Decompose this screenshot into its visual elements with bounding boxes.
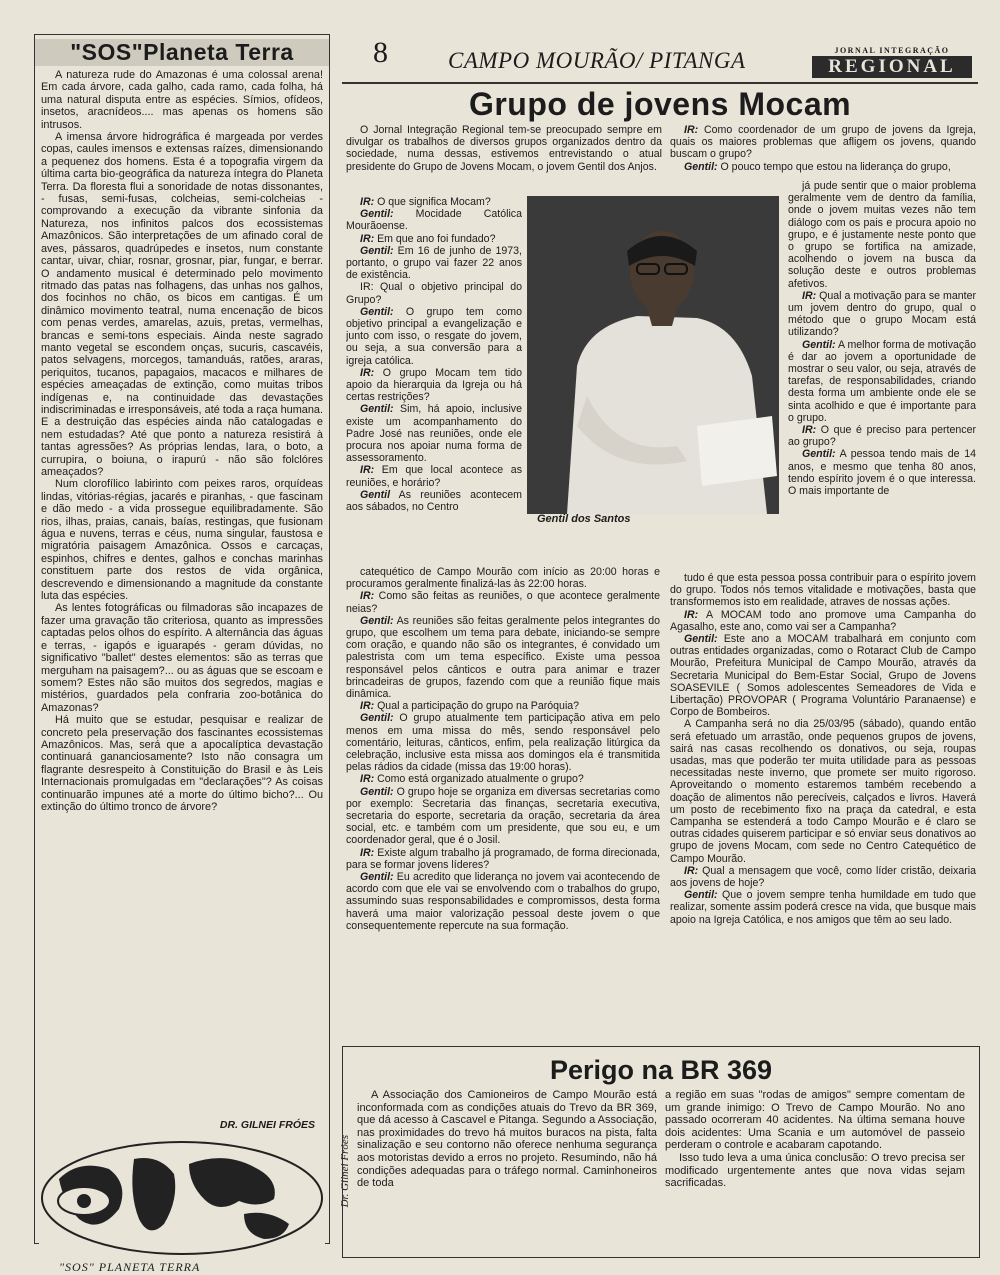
speaker-label: Gentil: xyxy=(360,871,394,884)
speaker-label: Gentil: xyxy=(360,244,394,257)
speaker-text: Como coordenador de um grupo de jovens da Igreja, quais os maiores problemas que afligem os jovens, quando buscam o grupo? xyxy=(670,124,976,161)
speaker-label: Gentil: xyxy=(802,448,836,461)
interview-paragraph xyxy=(788,448,976,497)
sos-paragraph: Num clorofílico labirinto com peixes raros, orquídeas lindas, vitórias-régias, jacarés e piranhas, - que fascinam e dão medo - a vida prossegue equilibradamente. São rios, ilhas, praias, canais, baías, restingas, que fusionam água e nuvens, terras e céus, numa singular, faustosa e migratória paisagem Amazônica. Ossos e carcaças, espinhos, chifres e dentes, galhos e conchas marinhas constituem parte dos restos de vida orgânica, descrevendo e dimensionando a magnitude da constante luta das espécies. xyxy=(41,478,323,603)
interview-paragraph xyxy=(670,718,976,864)
speaker-label: IR: xyxy=(360,196,375,208)
masthead-small: JORNAL INTEGRAÇÃO xyxy=(834,46,950,55)
speaker-label: IR: xyxy=(360,232,375,245)
speaker-text: Sim, há apoio, inclusive existe um acompanhamento do Padre José nas reuniões, onde ele procura nos apoiar numa forma de assessoramento. xyxy=(346,403,522,465)
speaker-text: As reuniões são feitas geralmente pelos integrantes do grupo, que escolhem um tema para debate, iniciando-se sempre com oração, e quando não são os integrantes, é convidado um palestrista com um tema específico. Existe uma pessoa responsável pelos cânticos e outra para animar e trazer brincadeiras de grupos, fazendo com que a reunião fique mais dinâmica. xyxy=(346,614,660,701)
speaker-text: tudo é que esta pessoa possa contribuir para o espírito jovem do grupo. Todos nós temos vitalidade e motivações, basta que transformemos isto em realidade, atraves de nossas ações. xyxy=(670,572,976,609)
sos-paragraph: As lentes fotográficas ou filmadoras são incapazes de fazer uma gravação tão criteriosa, quanto as impressões captadas pelos olhos do espírito. A alternância das águas e terras, - igapós e iguarapés - geram dúvidas, no significativo "ballet" destes elementos: são as terras que merguham na paisagem?... ou as águas que se escoam e somem? Estes não são muitos dos segredos, magias e mistérios, guardados pela confraria zoo-botânica do Amazonas? xyxy=(41,602,323,714)
speaker-label: IR: xyxy=(684,124,699,136)
peril-paragraph: A Associação dos Camioneiros de Campo Mourão está inconformada com as condições atuais do Trevo da BR 369, que dá acesso à Cascavel e Pitanga. Segundo a Associação, nas proximidades do trevo há muitos buracos na pista, falta sinalização e seu contorno não oferece nenhuma segurança aos motoristas devido a erros no projeto. Resumindo, não há condições adequadas para o tráfego normal. Caminhoneiros de toda xyxy=(357,1089,657,1190)
interview-paragraph xyxy=(346,306,522,367)
speaker-label: IR: xyxy=(802,289,817,302)
peril-col1 xyxy=(357,1089,657,1249)
page-number: 8 xyxy=(373,36,388,69)
speaker-text: O pouco tempo que estou na liderança do grupo, xyxy=(717,160,951,173)
speaker-text: O que é preciso para pertencer ao grupo? xyxy=(788,424,976,449)
speaker-label: Gentil: xyxy=(360,712,394,725)
interview-paragraph xyxy=(346,590,660,614)
interview-paragraph xyxy=(346,403,522,464)
peril-col2 xyxy=(665,1089,965,1249)
interview-paragraph xyxy=(670,633,976,718)
speaker-label: IR: xyxy=(360,366,375,379)
speaker-label: Gentil: xyxy=(684,633,718,646)
speaker-text: Em que local acontece as reuniões, e horário? xyxy=(346,464,522,489)
article-col1-bottom xyxy=(346,566,660,1040)
interview-paragraph xyxy=(788,180,976,290)
speaker-label: IR: xyxy=(684,608,699,621)
speaker-label: Gentil: xyxy=(360,785,394,798)
masthead-logo xyxy=(812,46,972,78)
article-intro-text: O Jornal Integração Regional tem-se preocupado sempre em divulgar os trabalhos de diversos grupos organizados dentro da sociedade, numa dessas, estivemos entrevistando o atual presidente do Grupo de Jovens Mocam, o jovem Gentil dos Anjos. xyxy=(346,124,662,173)
interview-paragraph xyxy=(788,339,976,424)
speaker-text: O grupo tem como objetivo principal a evangelização e junto com isso, o resgate do jovem, ou seja, a sua conversão para a igreja católica. xyxy=(346,305,522,367)
speaker-label: Gentil: xyxy=(360,614,394,627)
masthead-big: REGIONAL xyxy=(812,56,972,78)
speaker-label: IR: xyxy=(360,700,375,713)
speaker-text: Em que ano foi fundado? xyxy=(374,232,496,245)
interview-paragraph xyxy=(346,464,522,488)
sos-paragraph: A natureza rude do Amazonas é uma colossal arena! Em cada árvore, cada galho, cada ramo, cada folha, há uma natural disputa entre as espécies. Símios, ofídeos, insetos, aracnídeos.... mas apenas os homens são intrusos. xyxy=(41,69,323,131)
peril-paragraph: a região em suas "rodas de amigos" sempre comentam de um grande inimigo: O Trevo de Campo Mourão. No ano passado ocorreram 40 acidentes. Na última semana houve dois acidentes: Uma Scania e um automóvel de passeio perderam o controle e acabaram capotando. xyxy=(665,1089,965,1152)
sos-title: "SOS"Planeta Terra xyxy=(35,39,329,66)
speaker-label: IR: xyxy=(802,424,817,437)
article-col2-bottom xyxy=(670,572,976,1042)
speaker-label: IR: xyxy=(360,773,375,786)
speaker-text: O grupo atualmente tem participação ativa em pelo menos em uma missa do mês, sendo responsável pelo comentário, leituras, cânticos, enfim, pela realização litúrgica da celebração, inclusive esta missa aos domingos ela é transmitida pelas rádios da cidade (missa das 19:00 horas). xyxy=(346,712,660,774)
interview-paragraph xyxy=(346,489,522,513)
logo-caption: "SOS" PLANETA TERRA xyxy=(59,1260,201,1274)
speaker-label: Gentil xyxy=(360,488,391,501)
speaker-text: Qual a mensagem que você, como líder cristão, deixaria aos jovens de hoje? xyxy=(670,864,976,890)
speaker-text: já pude sentir que o maior problema geralmente vem de dentro da família, onde o jovem muitas vezes não tem diálogo com os pais e procura apoio no grupo, e é justamente neste ponto que o grupo se fortifica na amizade, acolhendo o jovem na busca da solução deste e outros problemas afetivos. xyxy=(788,180,976,290)
speaker-text: A MOCAM todo ano promove uma Campanha do Agasalho, este ano, como vai ser a Campanha? xyxy=(670,608,976,633)
peril-title: Perigo na BR 369 xyxy=(549,1055,773,1085)
speaker-label: IR: xyxy=(360,590,375,603)
interview-paragraph xyxy=(346,281,522,305)
speaker-text: Em 16 de junho de 1973, portanto, o grupo vai fazer 22 anos de existência. xyxy=(346,244,522,282)
article-col2-top xyxy=(670,124,976,180)
speaker-text: O grupo hoje se organiza em diversas secretarias como por exemplo: Secretaria das finanças, secretaria executiva, secretaria do esporte, secretaria da oração, secretaria da área social, etc. e também com um presidente, que sou eu, e um coordenador geral, que é o Josil. xyxy=(346,785,660,847)
speaker-text: O grupo Mocam tem tido apoio da hierarquia da Igreja ou há certas restrições? xyxy=(346,366,522,404)
sos-paragraph: Há muito que se estudar, pesquisar e realizar de concreto pela preservação dos fascinantes ecossistemas Amazônicos. Mas, será que a apocalíptica devastação continuará gananciosamente? Isto não consagra um flagrante desrespeito à Constituição do Brasil e às Leis Internacionais promulgadas em "declarações"? As coisas continuarão impunes até a morte do último bicho?... Ou extinção do último tronco de árvore? xyxy=(41,714,323,813)
article-col1-narrow xyxy=(346,196,522,566)
speaker-text: A melhor forma de motivação é dar ao jovem a oportunidade de mostrar o seu valor, ou seja, através de tarefas, de responsabilidades, criando desta forma um ambiente onde ele se sinta acolhido e que é importante para o grupo. xyxy=(788,338,976,424)
interview-paragraph xyxy=(670,124,976,161)
speaker-label: IR: xyxy=(360,464,375,477)
interview-paragraph xyxy=(346,712,660,773)
speaker-label: IR: xyxy=(360,846,375,859)
speaker-label: IR: xyxy=(684,864,699,877)
section-title: CAMPO MOURÃO/ PITANGA xyxy=(448,48,746,73)
sos-column xyxy=(34,34,351,1274)
peril-paragraph: Isso tudo leva a uma única conclusão: O trevo precisa ser modificado urgentemente antes que nova vidas sejam sacrificadas. xyxy=(665,1151,965,1190)
speaker-text: catequético de Campo Mourão com início as 20:00 horas e procuramos geralmente finalizá-las às 22:00 horas. xyxy=(346,566,660,591)
interview-paragraph xyxy=(346,367,522,404)
speaker-label: Gentil: xyxy=(360,208,394,221)
main-headline: Grupo de jovens Mocam xyxy=(468,86,852,122)
interview-paragraph xyxy=(788,290,976,339)
speaker-label: Gentil: xyxy=(360,403,394,416)
interview-paragraph xyxy=(346,700,660,712)
interview-paragraph xyxy=(346,566,660,590)
interview-paragraph xyxy=(346,847,660,871)
interview-paragraph xyxy=(346,773,660,785)
article-intro xyxy=(346,124,662,204)
photo-caption: Gentil dos Santos xyxy=(537,513,631,525)
header-rule xyxy=(342,82,978,84)
interview-paragraph xyxy=(346,208,522,232)
interview-paragraph xyxy=(346,196,522,208)
speaker-text: Qual a participação do grupo na Paróquia? xyxy=(374,700,580,713)
sos-author: DR. GILNEI FRÓES xyxy=(219,1119,315,1131)
interview-paragraph xyxy=(670,161,976,173)
speaker-text: Que o jovem sempre tenha humildade em tudo que realizar, somente assim poderá cresce na vida, que busque mais apoio na Igreja Católica, e nos amigos que têm ao seu lado. xyxy=(670,889,976,926)
speaker-text: Mocidade Católica Mourãoense. xyxy=(346,208,522,233)
speaker-text: Como está organizado atualmente o grupo? xyxy=(374,773,584,786)
speaker-text: Este ano a MOCAM trabalhará em conjunto com outras entidades organizadas, como o Rotaract Club de Campo Mourão, Prefeitura Municipal de Campo Mourão, através da Secretaria Municipal do Bem-Estar Social, Grupo de Jovens SOASEVILE ( Somos adolescentes Semeadores de Vida e Libertação) PROVOPAR ( Programa Voluntário Paranaense) e Corpo de Bombeiros. xyxy=(670,633,976,719)
speaker-text: Como são feitas as reuniões, o que acontece geralmente neias? xyxy=(346,590,660,615)
peril-article xyxy=(342,1046,980,1258)
speaker-text: A pessoa tendo mais de 14 anos, e mesmo que tenha 80 anos, tendo espírito jovem é o que interessa. O mais importante de xyxy=(788,448,976,498)
speaker-text: As reuniões acontecem aos sábados, no Centro xyxy=(346,488,522,514)
interview-paragraph xyxy=(670,889,976,926)
speaker-text: Eu acredito que liderança no jovem vai acontecendo de acordo com que ele vai se envolvendo com o trabalhos do grupo, assumindo suas responsabilidades e compromissos, desta forma haverá uma maior valorização pessoal deste jovem o que consequentemente repercute na sua formação. xyxy=(346,871,660,932)
interview-paragraph xyxy=(346,245,522,282)
interview-paragraph xyxy=(346,786,660,847)
interview-paragraph xyxy=(788,424,976,448)
speaker-label: Gentil: xyxy=(684,889,718,902)
interview-paragraph xyxy=(670,609,976,633)
speaker-text: A Campanha será no dia 25/03/95 (sábado), quando então será efetuado um arrastão, onde pequenos grupos de jovens, sairá nas casas recolhendo os donativos, ou seja, roupas usadas, mas que poderão ter muita utilidade para as pessoas necessitadas neste inverno, que promete ser muito rigoroso. Aproveitando o momento estaremos também recebendo a doação de alimentos não perecíveis, calçados e livros. Haverá um posto de recebimento fixo na praça da catedral, e esta Campanha se estenderá a todo Campo Mourão e é claro se outras cidades quiserem participar e só enviar seus donativos ao grupo de jovens Mocam, com sede no Centro Catequético de Campo Mourão. xyxy=(670,718,976,865)
speaker-label: Gentil: xyxy=(360,305,394,318)
speaker-text: Qual a motivação para se manter um jovem dentro do grupo, qual o método que o grupo Mocam está utilizando? xyxy=(788,289,976,339)
sos-body xyxy=(41,69,323,1109)
interview-paragraph xyxy=(670,865,976,889)
speaker-text: Existe algum trabalho já programado, de forma direcionada, para se formar jovens líderes? xyxy=(346,846,660,871)
world-map-logo-icon xyxy=(39,1139,325,1257)
interview-paragraph xyxy=(346,233,522,245)
interview-paragraph xyxy=(346,615,660,700)
logo-signature: Dr. Gilnei Fróes xyxy=(339,1135,351,1208)
portrait-photo xyxy=(527,196,779,514)
interview-paragraph xyxy=(670,572,976,609)
sos-paragraph: A imensa árvore hidrográfica é margeada por verdes copas, caules imensos e extensas raízes, dimensionando a pequenez dos homens. Esta é a topografia virgem da última carta bio-geográfica da natureza íntegra do Planeta Terra. Da floresta flui a sonoridade de notas dissonantes, - fusas, semi-fusas, colcheias, semi-colcheias - comprovando a execução da vibrante sinfonia da Natureza, nos infinitos palcos dos ecossistemas Amazônicos. São interpretações de um afinado coral de aves, pássaros, quadrúpedes e insetos, num constante cantar, uivar, chiar, rosnar, grosnar, piar, fungar, e berrar. O andamento musical é determinado pelo movimento ritmado das patas nas folhagens, das unhas nos galhos, dos focinhos no chão, os bicos em cantigas. É um dinâmico movimento teatral, numa encenação de bicos com penas verdes, amarelas, azuis, pretas, vermelhas, brancas e semi-tons especiais. Ainda neste sagrado manto vegetal se escondem onças, sucuris, cascavéis, patos selvagens, morcegos, tamanduás, ratões, araras, periquitos, tucanos, papagaios, macacos e milhares de espécies ameaçadas de extinção, como muitas tribos indígenas e, na continuidade das devastações indiscriminadas e irresponsáveis, até toda a raça humana. E a destruição das espécies ainda não catalogadas e nem estudadas? Até que ponto a natureza resistirá à tantas agressões? As próprias lendas, Iara, o boto, a currupira, o boiuna, o irapurú - não são folclóres ameaçados? xyxy=(41,131,323,478)
speaker-text: O que significa Mocam? xyxy=(374,196,491,208)
speaker-text: IR: Qual o objetivo principal do Grupo? xyxy=(346,281,522,306)
article-col2-narrow xyxy=(788,180,976,584)
speaker-label: Gentil: xyxy=(684,160,718,173)
interview-paragraph xyxy=(346,871,660,932)
speaker-label: Gentil: xyxy=(802,338,836,351)
